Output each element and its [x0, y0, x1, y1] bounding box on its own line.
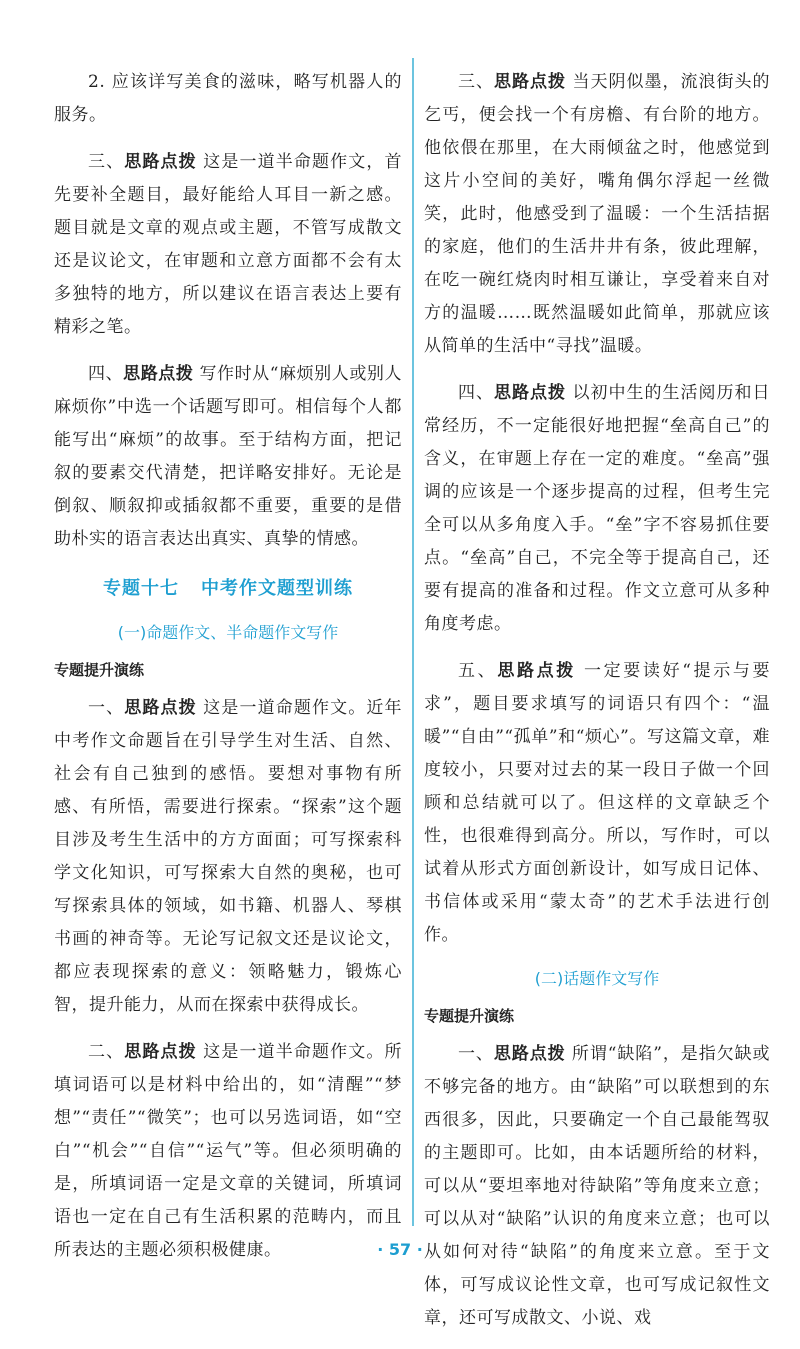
- paragraph-text: 写作时从“麻烦别人或别人麻烦你”中选一个话题写即可。相信每个人都能写出“麻烦”的故事。至于结构方面，把记叙的要素交代清楚，把详略安排好。无论是倒叙、顺叙抑或插叙都不重要，重要的是借助朴实的语言表达出真实、真挚的情感。: [54, 364, 402, 549]
- left-column: [54, 66, 402, 1281]
- paragraph: [54, 146, 402, 344]
- item-number: 二、: [88, 1042, 125, 1062]
- keyword-label: 思路点拨: [494, 383, 567, 403]
- paragraph-text: 以初中生的生活阅历和日常经历，不一定能很好地把握“垒高自己”的含义，在审题上存在一定的难度。“垒高”强调的应该是一个逐步提高的过程，但考生完全可以从多角度入手。“垒”字不容易抓住要点。“垒高”自己，不完全等于提高自己，还要有提高的准备和过程。作文立意可从多种角度考虑。: [424, 383, 771, 634]
- paragraph: [424, 377, 770, 641]
- keyword-label: 思路点拨: [124, 152, 197, 172]
- paragraph: [54, 1036, 402, 1267]
- keyword-label: 思路点拨: [497, 661, 576, 681]
- paragraph: [54, 358, 402, 556]
- item-number: 三、: [458, 72, 495, 92]
- item-number: 三、: [88, 152, 125, 172]
- paragraph: [424, 66, 770, 363]
- chapter-name: 中考作文题型训练: [201, 578, 353, 599]
- chapter-number: 专题十七: [103, 578, 179, 599]
- item-number: 四、: [88, 364, 124, 384]
- exercise-label: 专题提升演练: [54, 661, 145, 679]
- paragraph: [54, 66, 402, 132]
- paragraph-text: 所谓“缺陷”，是指欠缺或不够完备的地方。由“缺陷”可以联想到的东西很多，因此，只要确定一个自己最能驾驭的主题即可。比如，由本话题所给的材料，可以从“要坦率地对待缺陷”等角度来立意；可以从对“缺陷”认识的角度来立意；也可以从如何对待“缺陷”的角度来立意。至于文体，可写成议论性文章，也可写成记叙性文章，还可写成散文、小说、戏: [424, 1044, 770, 1328]
- keyword-label: 思路点拨: [124, 698, 197, 718]
- keyword-label: 思路点拨: [493, 1044, 566, 1064]
- page-number: · 57 ·: [377, 1240, 423, 1259]
- keyword-label: 思路点拨: [494, 72, 567, 92]
- item-number: 四、: [458, 383, 495, 403]
- paragraph-text: 2. 应该详写美食的滋味，略写机器人的服务。: [54, 72, 402, 125]
- paragraph: [424, 655, 770, 952]
- item-number: 一、: [458, 1044, 494, 1064]
- paragraph-text: 一定要读好“提示与要求”，题目要求填写的词语只有四个：“温暖”“自由”“孤单”和“烦心”。写这篇文章，难度较小，只要对过去的某一段日子做一个回顾和总结就可以了。但这样的文章缺乏个性，也很难得到高分。所以，写作时，可以试着从形式方面创新设计，如写成日记体、书信体或采用“蒙太奇”的艺术手法进行创作。: [424, 661, 771, 945]
- item-number: 五、: [458, 661, 498, 681]
- chapter-title: [54, 574, 402, 600]
- paragraph-text: 当天阴似墨，流浪街头的乞丐，便会找一个有房檐、有台阶的地方。他依偎在那里，在大雨倾盆之时，他感觉到这片小空间的美好，嘴角偶尔浮起一丝微笑，此时，他感受到了温暖：一个生活拮据的家庭，他们的生活井井有条，彼此理解，在吃一碗红烧肉时相互谦让，享受着来自对方的温暖……既然温暖如此简单，那就应该从简单的生活中“寻找”温暖。: [424, 72, 771, 356]
- paragraph-text: 这是一道半命题作文，首先要补全题目，最好能给人耳目一新之感。题目就是文章的观点或主题，不管写成散文还是议论文，在审题和立意方面都不会有太多独特的地方，所以建议在语言表达上要有精彩之笔。: [54, 152, 403, 337]
- right-column: [424, 66, 770, 1349]
- keyword-label: 思路点拨: [124, 1042, 197, 1062]
- keyword-label: 思路点拨: [123, 364, 194, 384]
- paragraph-text: 这是一道命题作文。近年中考作文命题旨在引导学生对生活、自然、社会有自己独到的感悟。要想对事物有所感、有所悟，需要进行探索。“探索”这个题目涉及考生生活中的方方面面；可写探索科学文化知识，可写探索大自然的奥秘，也可写探索具体的领域，如书籍、机器人、琴棋书画的神奇等。无论写记叙文还是议论文，都应表现探索的意义：领略魅力，锻炼心智，提升能力，从而在探索中获得成长。: [54, 698, 403, 1015]
- exercise-label: 专题提升演练: [424, 1007, 515, 1025]
- section-title: (二)话题作文写作: [534, 969, 660, 988]
- paragraph: [424, 1038, 770, 1335]
- section-title: (一)命题作文、半命题作文写作: [117, 623, 339, 642]
- paragraph: [54, 692, 402, 1022]
- paragraph-text: 这是一道半命题作文。所填词语可以是材料中给出的，如“清醒”“梦想”“责任”“微笑”；也可以另选词语，如“空白”“机会”“自信”“运气”等。但必须明确的是，所填词语一定是文章的关键词，所填词语也一定在自己有生活积累的范畴内，而且所表达的主题必须积极健康。: [54, 1042, 403, 1260]
- column-divider: [412, 58, 414, 1226]
- item-number: 一、: [88, 698, 125, 718]
